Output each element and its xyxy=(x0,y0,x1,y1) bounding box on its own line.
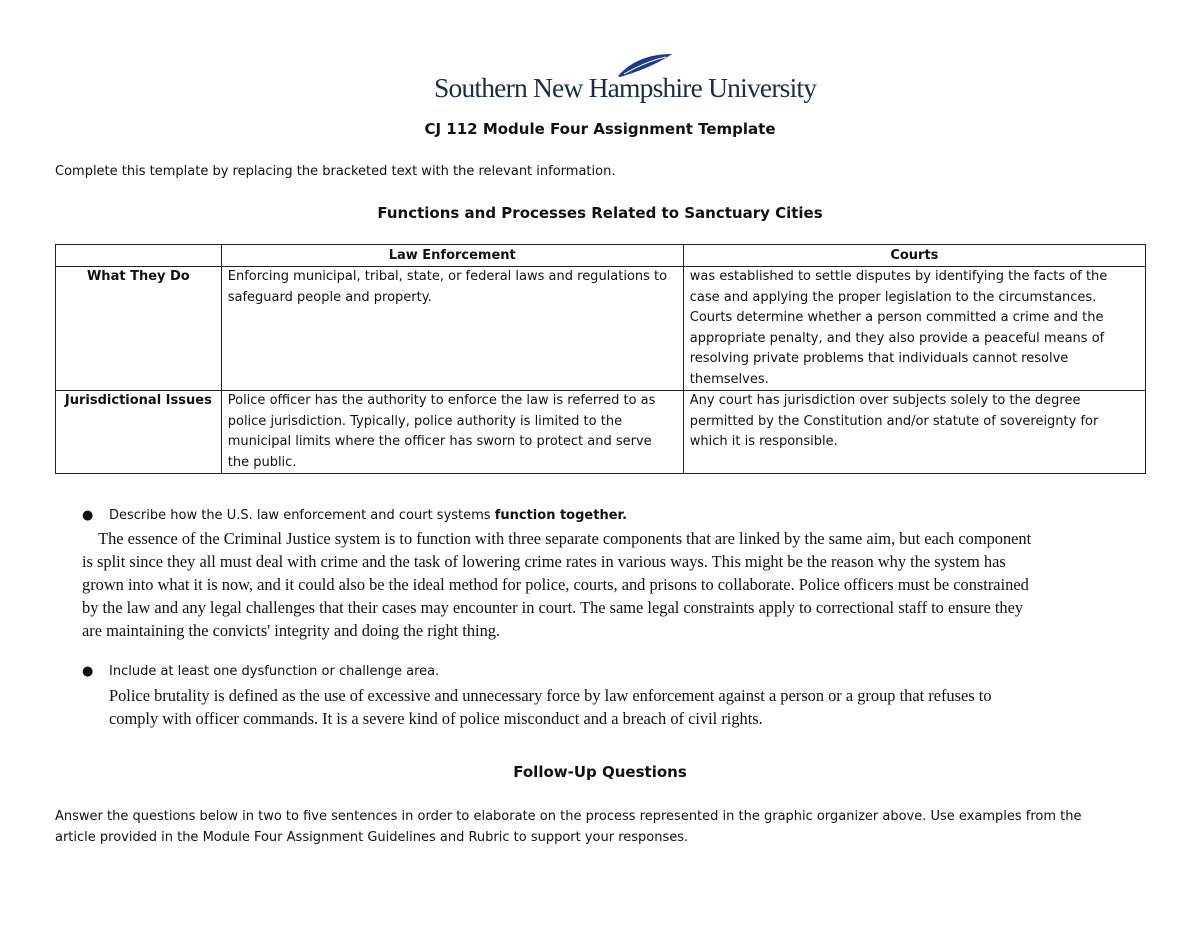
bullet-prompt: Describe how the U.S. law enforcement and court systems function together. xyxy=(109,508,628,523)
cell-law-enforcement-jurisdiction: Police officer has the authority to enforce the law is referred to as police jurisdiction. Typically, police authority is limited to the municipal limits where the officer has sworn to protect and serve the public. xyxy=(221,391,683,474)
row-label-jurisdictional-issues: Jurisdictional Issues xyxy=(56,391,222,474)
followup-heading: Follow-Up Questions xyxy=(513,763,687,781)
cell-law-enforcement-what-they-do: Enforcing municipal, tribal, state, or federal laws and regulations to safeguard people and property. xyxy=(221,267,683,391)
followup-instructions: Answer the questions below in two to five sentences in order to elaborate on the process represented in the graphic organizer above. Use examples from the article provided in the Module Four Assignment Guidelines and Rubric to support your responses. xyxy=(55,809,1082,845)
table-row xyxy=(56,391,1146,474)
cell-courts-what-they-do: was established to settle disputes by identifying the facts of the case and applying the proper legislation to the circumstances. Courts determine whether a person committed a crime and the appropriate penalty, and they also provide a peaceful means of resolving private problems that individuals cannot resolve themselves. xyxy=(683,267,1145,391)
bullet-prompt: Include at least one dysfunction or challenge area. xyxy=(109,664,440,679)
graphic-organizer-table xyxy=(55,244,1146,474)
organizer-heading: Functions and Processes Related to Sanctuary Cities xyxy=(377,204,823,222)
response-paragraph-dysfunction: Police brutality is defined as the use of excessive and unnecessary force by law enforcement against a person or a group that refuses to comply with officer commands. It is a severe kind of police misconduct and a breach of civil rights. xyxy=(109,686,992,728)
cell-courts-jurisdiction: Any court has jurisdiction over subjects solely to the degree permitted by the Constitution and/or statute of sovereignty for which it is responsible. xyxy=(683,391,1145,474)
bullet-icon: ● xyxy=(82,664,94,679)
table-corner-cell xyxy=(56,245,222,267)
bullet-icon: ● xyxy=(82,508,94,523)
university-logo xyxy=(434,52,817,107)
template-instructions: Complete this template by replacing the bracketed text with the relevant information. xyxy=(55,164,616,179)
column-header-law-enforcement: Law Enforcement xyxy=(221,245,683,267)
row-label-what-they-do: What They Do xyxy=(56,267,222,391)
logo-wordmark: Southern New Hampshire University xyxy=(434,72,817,103)
response-paragraph-function-together: The essence of the Criminal Justice system is to function with three separate components that are linked by the same aim, but each component is split since they all must deal with crime and the task of lowering crime rates in various ways. This might be the reason why the system has grown into what it is now, and it could also be the ideal method for police, courts, and prisons to collaborate. Police officers must be constrained by the law and any legal challenges that their cases may encounter in court. The same legal constraints apply to correctional staff to ensure they are maintaining the convicts' integrity and doing the right thing. xyxy=(82,529,1032,640)
table-header-row xyxy=(56,245,1146,267)
table-row xyxy=(56,267,1146,391)
quill-leaf-icon xyxy=(614,52,674,78)
column-header-courts: Courts xyxy=(683,245,1145,267)
document-title: CJ 112 Module Four Assignment Template xyxy=(424,120,776,138)
